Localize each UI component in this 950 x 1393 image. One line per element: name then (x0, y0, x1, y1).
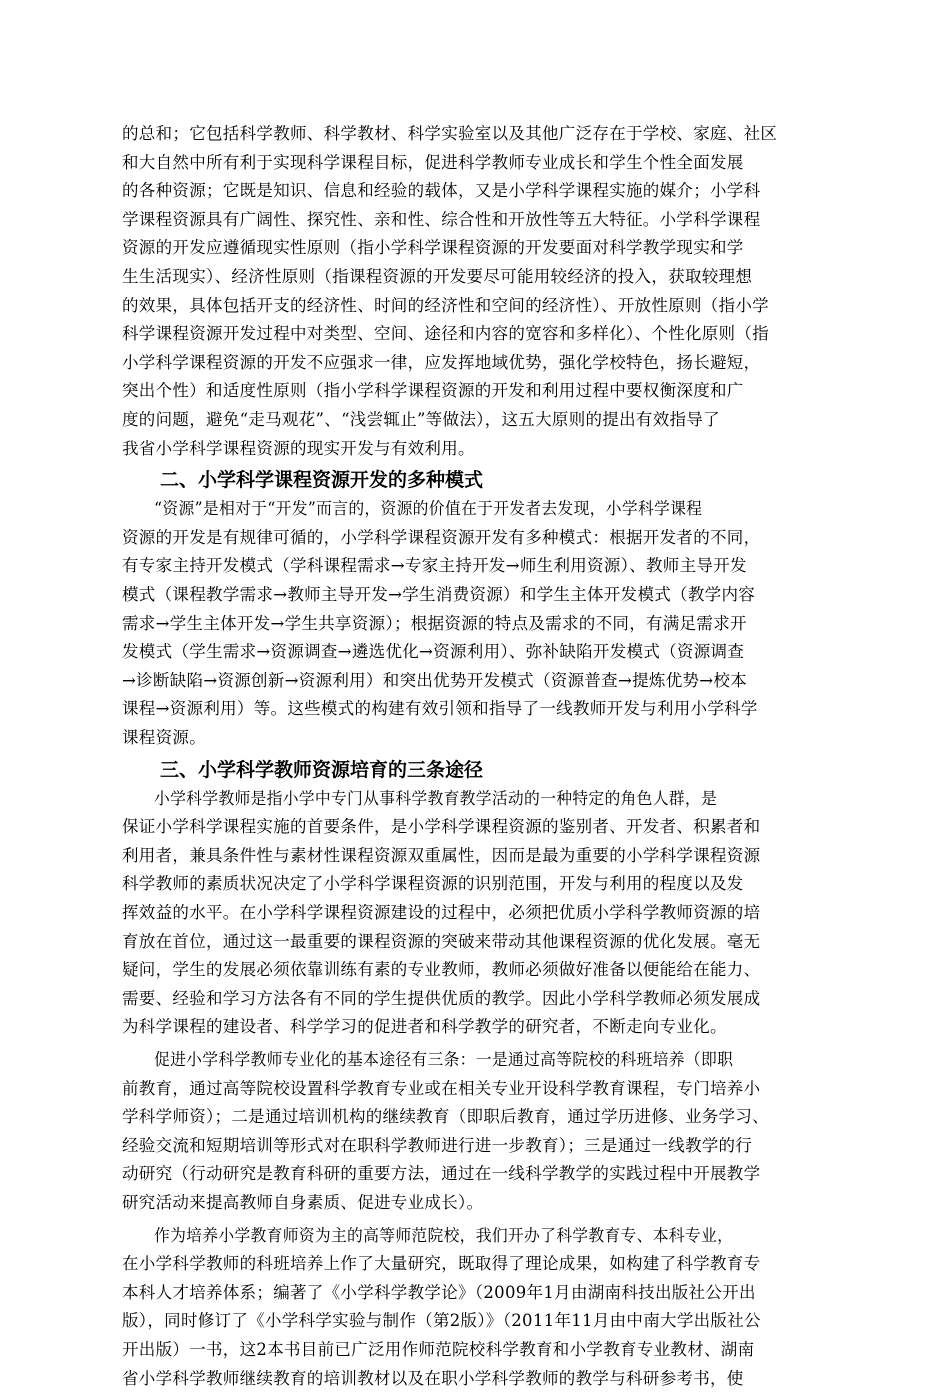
body-line: 小学科学教师是指小学中专门从事科学教育教学活动的一种特定的角色人群，是 (154, 788, 718, 808)
body-line: 为科学课程的建设者、科学学习的促进者和科学教学的研究者，不断走向专业化。 (122, 1017, 727, 1037)
body-line: 科学教师的素质状况决定了小学科学课程资源的识别范围，开发与利用的程度以及发 (122, 874, 744, 894)
body-line: 疑问，学生的发展必须依靠训练有素的专业教师，教师必须做好准备以便能给在能力、 (122, 960, 761, 980)
body-line: 发模式（学生需求→资源调查→遴选优化→资源利用）、弥补缺陷开发模式（资源调查 (122, 642, 745, 662)
body-line: 保证小学科学课程实施的首要条件，是小学科学课程资源的鉴别者、开发者、积累者和 (122, 817, 761, 837)
body-line: 的各种资源；它既是知识、信息和经验的载体，又是小学科学课程实施的媒介；小学科 (122, 181, 761, 201)
body-line: 资源的开发是有规律可循的，小学科学课程资源开发有多种模式：根据开发者的不同， (122, 527, 761, 547)
body-line: 研究活动来提高教师自身素质、促进专业成长）。 (122, 1193, 484, 1212)
section-heading: 二、小学科学课程资源开发的多种模式 (160, 469, 484, 492)
body-line: 挥效益的水平。在小学科学课程资源建设的过程中，必须把优质小学科学教师资源的培 (122, 903, 761, 922)
body-line: 我省小学科学课程资源的现实开发与有效利用。 (122, 438, 475, 458)
body-line: 本科人才培养体系；编著了《小学科学教学论》（2009年1月由湖南科技出版社公开出 (122, 1282, 756, 1302)
body-line: 经验交流和短期培训等形式对在职科学教师进行进一步教育）；三是通过一线教学的行 (122, 1135, 753, 1155)
body-line: 生生活现实）、经济性原则（指课程资源的开发要尽可能用较经济的投入，获取较理想 (122, 267, 753, 286)
body-line: 在小学科学教师的科班培养上作了大量研究，既取得了理论成果，如构建了科学教育专 (122, 1254, 761, 1274)
body-line: 育放在首位，通过这一最重要的课程资源的突破来带动其他课程资源的优化发展。毫无 (122, 931, 761, 951)
body-line: 课程资源。 (122, 728, 206, 747)
body-line: 资源的开发应遵循现实性原则（指小学科学课程资源的开发要面对科学教学现实和学 (122, 238, 744, 258)
body-line: 小学科学课程资源的开发不应强求一律，应发挥地域优势，强化学校特色，扬长避短， (122, 352, 761, 372)
body-line: 需求→学生主体开发→学生共享资源）；根据资源的特点及需求的不同，有满足需求开 (122, 613, 747, 633)
body-line: 利用者，兼具条件性与素材性课程资源双重属性，因而是最为重要的小学科学课程资源 (122, 845, 761, 865)
body-line: 前教育，通过高等院校设置科学教育专业或在相关专业开设科学教育课程，专门培养小 (122, 1078, 761, 1098)
body-line: 模式（课程教学需求→教师主导开发→学生消费资源）和学生主体开发模式（教学内容 (122, 585, 756, 604)
body-line: →诊断缺陷→资源创新→资源利用）和突出优势开发模式（资源普查→提炼优势→校本 (122, 670, 748, 690)
section-heading: 三、小学科学教师资源培育的三条途径 (160, 758, 484, 781)
body-line: 度的问题，避免“走马观花”、“浅尝辄止”等做法），这五大原则的提出有效指导了 (122, 410, 720, 429)
body-line: 需要、经验和学习方法各有不同的学生提供优质的教学。因此小学科学教师必须发展成 (122, 988, 761, 1008)
body-line: 课程→资源利用）等。这些模式的构建有效引领和指导了一线教师开发与利用小学科学 (122, 699, 758, 719)
body-line: 的效果，具体包括开支的经济性、时间的经济性和空间的经济性）、开放性原则（指小学 (122, 295, 769, 315)
body-line: 开出版）一书，这2本书目前已广泛用作师范院校科学教育和小学教育专业教材、湖南 (122, 1340, 755, 1359)
body-line: 促进小学科学教师专业化的基本途径有三条：一是通过高等院校的科班培养（即职 (154, 1050, 734, 1069)
body-line: “资源”是相对于“开发”而言的，资源的价值在于开发者去发现，小学科学课程 (154, 499, 703, 519)
body-line: 科学课程资源开发过程中对类型、空间、途径和内容的宽容和多样化）、个性化原则（指 (122, 324, 769, 344)
body-line: 动研究（行动研究是教育科研的重要方法，通过在一线科学教学的实践过程中开展教学 (122, 1164, 761, 1184)
body-line: 省小学科学教师继续教育的培训教材以及在职小学科学教师的教学与科研参考书，使 (122, 1368, 744, 1388)
body-line: 突出个性）和适度性原则（指小学科学课程资源的开发和利用过程中要权衡深度和广 (122, 381, 744, 401)
body-line: 的总和；它包括科学教师、科学教材、科学实验室以及其他广泛存在于学校、家庭、社区 (122, 124, 778, 143)
body-line: 和大自然中所有利于实现科学课程目标，促进科学教师专业成长和学生个性全面发展 (122, 152, 744, 172)
body-line: 作为培养小学教育师资为主的高等师范院校，我们开办了科学教育专、本科专业， (154, 1225, 734, 1245)
body-line: 有专家主持开发模式（学科课程需求→专家主持开发→师生利用资源）、教师主导开发 (122, 556, 747, 576)
body-line: 学科学师资）；二是通过培训机构的继续教育（即职后教育，通过学历进修、业务学习、 (122, 1107, 769, 1127)
body-line: 版），同时修订了《小学科学实验与制作（第2版）》（2011年11月由中南大学出版社公 (122, 1311, 761, 1331)
body-line: 学课程资源具有广阔性、探究性、亲和性、综合性和开放性等五大特征。小学科学课程 (122, 209, 761, 229)
